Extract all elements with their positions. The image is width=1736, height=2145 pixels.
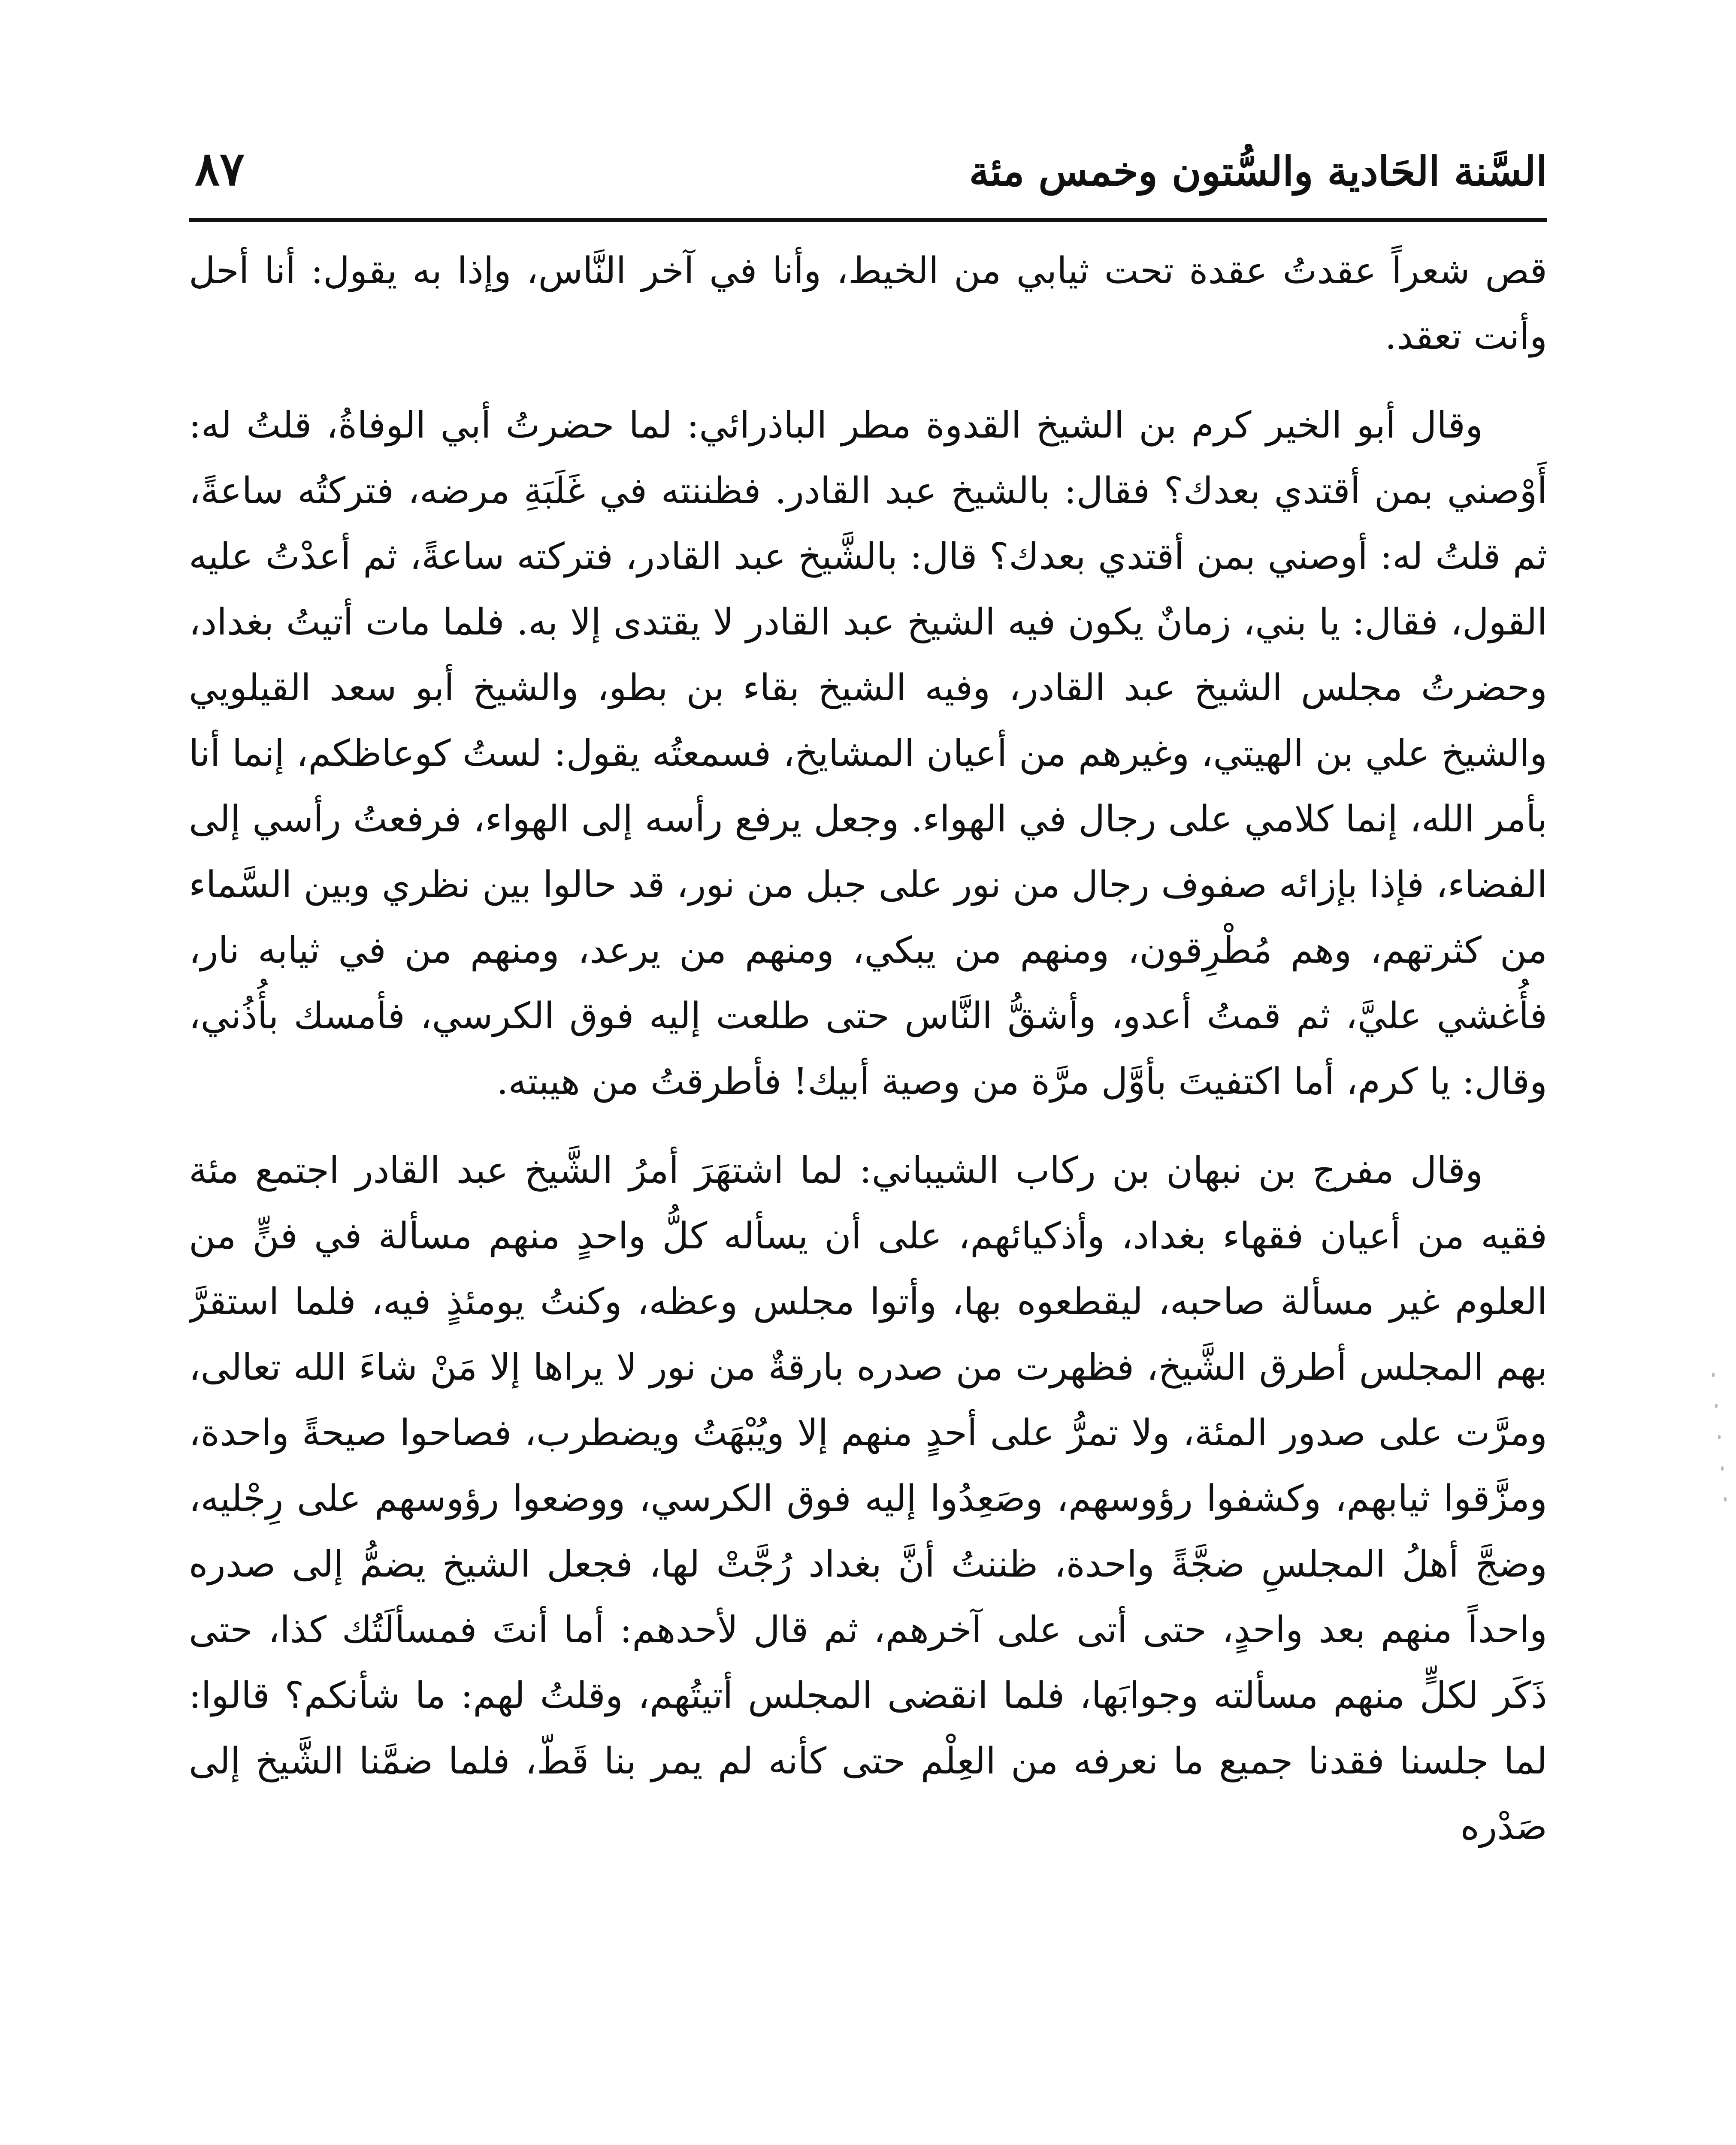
paragraph-text: وقال مفرج بن نبهان بن ركاب الشيباني: لما اشتهَرَ أمرُ الشَّيخ عبد القادر اجتمع مئة فقيه من أعيان فقهاء بغداد، وأذكيائهم، على أن يسأله كلُّ واحدٍ منهم مسألة في فنٍّ من العلوم غير مسألة صاحبه، ليقطعوه بها، وأتوا مجلس وعظه، وكنتُ يومئذٍ فيه، فلما استقرَّ بهم المجلس أطرق الشَّيخ، فظهرت من صدره بارقةٌ من نور لا يراها إلا مَنْ شاءَ الله تعالى، ومرَّت على صدور المئة، ولا تمرُّ على أحدٍ منهم إلا ويُبْهَتُ ويضطرب، فصاحوا صيحةً واحدة، ومزَّقوا ثيابهم، وكشفوا رؤوسهم، وصَعِدُوا إليه فوق الكرسي، ووضعوا رؤوسهم على رِجْليه، وضجَّ أهلُ المجلسِ ضجَّةً واحدة، ظننتُ أنَّ بغداد رُجَّتْ لها، فجعل الشيخ يضمُّ إلى صدره واحداً منهم بعد واحدٍ، حتى أتى على آخرهم، ثم قال لأحدهم: أما أنتَ فمسألَتُك كذا، حتى ذَكَر لكلٍّ منهم مسألته وجوابَها، فلما انقضى المجلس أتيتُهم، وقلتُ لهم: ما شأنكم؟ قالوا: لما جلسنا فقدنا جميع ما نعرفه من العِلْم حتى كأنه لم يمر بنا قَطّ، فلما ضمَّنا الشَّيخ إلى صَدْره [189, 1149, 1547, 1848]
paragraph-text: وقال أبو الخير كرم بن الشيخ القدوة مطر الباذرائي: لما حضرتُ أبي الوفاةُ، قلتُ له: أَوْصني بمن أقتدي بعدك؟ فقال: بالشيخ عبد القادر. فظننته في غَلَبَةِ مرضه، فتركتُه ساعةً، ثم قلتُ له: أوصني بمن أقتدي بعدك؟ قال: بالشَّيخ عبد القادر، فتركته ساعةً، ثم أعدْتُ عليه القول، فقال: يا بني، زمانٌ يكون فيه الشيخ عبد القادر لا يقتدى إلا به. فلما مات أتيتُ بغداد، وحضرتُ مجلس الشيخ عبد القادر، وفيه الشيخ بقاء بن بطو، والشيخ أبو سعد القيلويي والشيخ علي بن الهيتي، وغيرهم من أعيان المشايخ، فسمعتُه يقول: لستُ كوعاظكم، إنما أنا بأمر الله، إنما كلامي على رجال في الهواء. وجعل يرفع رأسه إلى الهواء، فرفعتُ رأسي إلى الفضاء، فإذا بإزائه صفوف رجال من نور على جبل من نور، قد حالوا بين نظري وبين السَّماء من كثرتهم، وهم مُطْرِقون، ومنهم من يبكي، ومنهم من يرعد، ومنهم من في ثيابه نار، فأُغشي عليَّ، ثم قمتُ أعدو، وأشقُّ النَّاس حتى طلعت إليه فوق الكرسي، فأمسك بأُذُني، وقال: يا كرم، أما اكتفيتَ بأوَّل مرَّة من وصية أبيك! فأطرقتُ من هيبته. [189, 404, 1547, 1103]
running-title: السَّنة الحَادية والسُّتون وخمس مئة [969, 148, 1547, 195]
paragraph-text: قص شعراً عقدتُ عقدة تحت ثيابي من الخيط، وأنا في آخر النَّاس، وإذا به يقول: أنا أحل وأنت تعقد. [189, 250, 1547, 358]
paragraph-mufarrij [189, 1138, 1547, 1860]
scan-speck [1712, 1373, 1715, 1377]
scan-speck [1715, 1404, 1718, 1408]
header-rule [189, 218, 1547, 222]
page-number: ٨٧ [195, 142, 245, 196]
scan-speck [1721, 1466, 1724, 1471]
scan-speck [1718, 1435, 1721, 1439]
paragraph-abu-al-khayr [189, 393, 1547, 1115]
main-text [189, 238, 1547, 2145]
scan-speck [1724, 1497, 1727, 1502]
page-header [189, 142, 1547, 206]
paragraph-continuation [189, 238, 1547, 369]
